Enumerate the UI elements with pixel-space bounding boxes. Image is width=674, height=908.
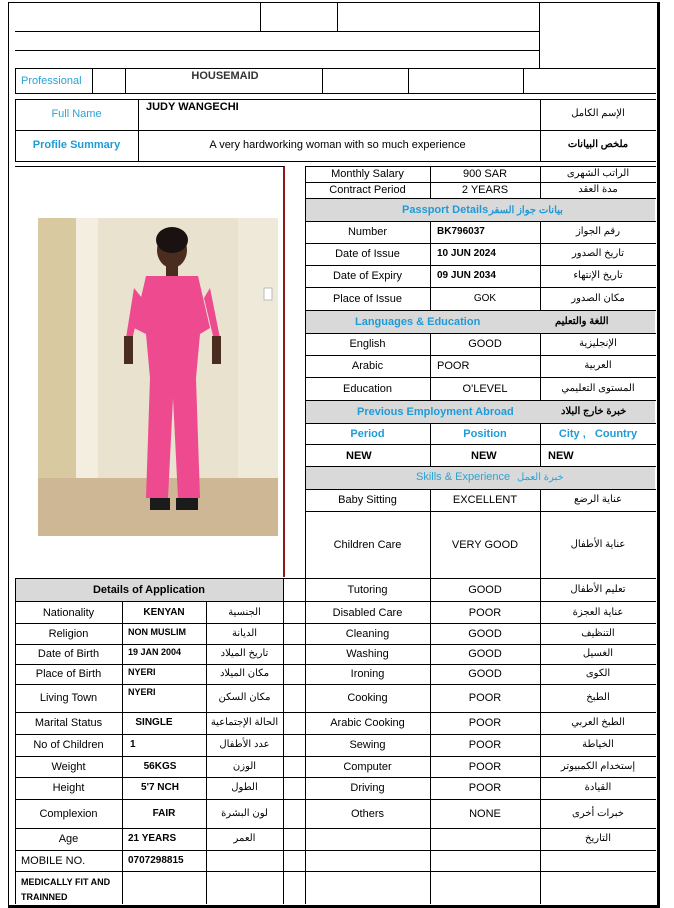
- skill-label: Disabled Care: [332, 607, 403, 619]
- app-label-ar: الحالة الإجتماعية: [210, 717, 279, 728]
- passport-title-ar: بيانات جواز السفر: [489, 205, 563, 216]
- skill-value: GOOD: [468, 668, 502, 680]
- app-value: NYERI: [128, 667, 156, 677]
- education-label-ar: المستوى التعليمي: [561, 383, 635, 394]
- monthly-salary-value: 900 SAR: [462, 168, 508, 180]
- skill-value: EXCELLENT: [452, 494, 518, 506]
- skill-value: POOR: [468, 761, 502, 773]
- skill-value: POOR: [468, 607, 502, 619]
- education-value: O'LEVEL: [462, 383, 508, 395]
- app-label-ar: الطول: [231, 782, 258, 793]
- skill-value: GOOD: [468, 628, 502, 640]
- period-header: Period: [350, 428, 385, 440]
- issue-date-label: Date of Issue: [335, 248, 400, 260]
- passport-number-value: BK796037: [437, 226, 485, 237]
- place-of-issue-label: Place of Issue: [332, 293, 403, 305]
- skill-value: POOR: [468, 692, 502, 704]
- employment-title-ar: خبرة خارج البلاد: [561, 406, 627, 417]
- app-label: Living Town: [39, 692, 98, 704]
- passport-number-label: Number: [347, 226, 388, 238]
- position-value: NEW: [471, 450, 497, 462]
- app-label-ar: الوزن: [232, 761, 257, 772]
- full-name-label: Full Name: [51, 108, 102, 120]
- app-value: 19 JAN 2004: [128, 647, 182, 657]
- skill-label: Sewing: [349, 739, 386, 751]
- professional-label: Professional: [21, 75, 82, 87]
- skill-label-ar: الطبخ: [586, 692, 610, 703]
- skill-label-ar: عناية الأطفال: [570, 539, 626, 550]
- contract-period-label-ar: مدة العقد: [578, 184, 618, 195]
- position-header: Position: [463, 428, 507, 440]
- skill-value: NONE: [469, 808, 501, 820]
- skill-label-ar: الخياطة: [582, 739, 614, 750]
- app-label: No of Children: [33, 739, 104, 751]
- application-title: Details of Application: [92, 584, 206, 596]
- mobile-label: MOBILE NO.: [21, 855, 86, 867]
- app-label-ar: الديانة: [231, 628, 258, 639]
- skill-label-ar: عناية العجزة: [572, 607, 624, 618]
- contract-period-label: Contract Period: [329, 184, 406, 196]
- skill-label: Cleaning: [345, 628, 390, 640]
- app-label-ar: مكان الميلاد: [219, 668, 270, 679]
- app-value: 5'7 NCH: [141, 782, 179, 793]
- app-label-ar: تاريخ الميلاد: [220, 648, 269, 659]
- app-label: Age: [58, 833, 79, 845]
- skill-label: Baby Sitting: [338, 494, 397, 506]
- app-value: 56KGS: [143, 761, 177, 772]
- languages-title-ar: اللغة والتعليم: [555, 316, 609, 327]
- app-label: Nationality: [42, 607, 95, 619]
- expiry-date-value: 09 JUN 2034: [437, 270, 496, 281]
- arabic-label: Arabic: [351, 360, 384, 372]
- app-label-ar: عدد الأطفال: [219, 739, 270, 750]
- period-value: NEW: [346, 450, 372, 462]
- app-label: Weight: [51, 761, 86, 773]
- app-label: Marital Status: [34, 717, 103, 729]
- arabic-label-ar: العربية: [584, 360, 612, 371]
- app-value: 1: [130, 739, 136, 750]
- monthly-salary-label-ar: الراتب الشهرى: [566, 168, 630, 179]
- skill-label-ar: القيادة: [584, 782, 612, 793]
- skill-label: Driving: [350, 782, 385, 794]
- skill-value: POOR: [468, 717, 502, 729]
- languages-title: Languages & Education: [355, 316, 481, 328]
- skills-title-ar: خبرة العمل: [517, 472, 564, 483]
- app-value: NON MUSLIM: [128, 627, 186, 637]
- skill-label-ar: الغسيل: [582, 648, 614, 659]
- city-country-value: NEW: [548, 450, 574, 462]
- app-label: Complexion: [39, 808, 98, 820]
- app-value: SINGLE: [135, 717, 173, 728]
- skill-label-ar: عناية الرضع: [573, 494, 623, 505]
- city-country-header: City , Country: [558, 428, 638, 440]
- app-value: FAIR: [152, 808, 176, 819]
- passport-title: Passport Details: [402, 204, 489, 216]
- skill-value: POOR: [468, 782, 502, 794]
- profile-summary-label-ar: ملخص البيانات: [567, 139, 629, 150]
- skill-label-ar: إستخدام الكمبيوتر: [560, 761, 636, 772]
- full-name-value: JUDY WANGECHI: [146, 101, 239, 113]
- app-label-ar: مكان السكن: [218, 692, 271, 703]
- education-label: Education: [343, 383, 392, 395]
- app-label: Place of Birth: [35, 668, 102, 680]
- skill-label-ar: تعليم الأطفال: [570, 584, 626, 595]
- profile-summary-label: Profile Summary: [32, 139, 121, 151]
- skill-label: Arabic Cooking: [330, 717, 405, 729]
- english-label: English: [349, 338, 386, 350]
- date-label-ar: التاريخ: [585, 833, 611, 844]
- app-label-ar: لون البشرة: [221, 808, 268, 819]
- skill-label: Ironing: [350, 668, 385, 680]
- passport-number-label-ar: رقم الجواز: [575, 226, 621, 237]
- expiry-date-label-ar: تاريخ الإنتهاء: [573, 270, 623, 281]
- mobile-value: 0707298815: [128, 855, 184, 866]
- monthly-salary-label: Monthly Salary: [331, 168, 404, 180]
- app-label: Height: [52, 782, 85, 794]
- app-label-ar: العمر: [233, 833, 256, 844]
- place-of-issue-value: GOK: [473, 293, 497, 304]
- skill-label: Children Care: [333, 539, 402, 551]
- skill-label: Computer: [343, 761, 392, 773]
- skill-value: GOOD: [468, 648, 502, 660]
- job-title: HOUSEMAID: [191, 70, 259, 82]
- skill-label: Tutoring: [347, 584, 388, 596]
- place-of-issue-label-ar: مكان الصدور: [571, 293, 625, 304]
- issue-date-value: 10 JUN 2024: [437, 248, 496, 259]
- expiry-date-label: Date of Expiry: [332, 270, 403, 282]
- full-name-label-ar: الإسم الكامل: [571, 108, 625, 119]
- employment-title: Previous Employment Abroad: [357, 406, 514, 418]
- skill-value: GOOD: [468, 584, 502, 596]
- skill-value: POOR: [468, 739, 502, 751]
- issue-date-label-ar: تاريخ الصدور: [571, 248, 625, 259]
- arabic-value: POOR: [437, 360, 470, 372]
- skill-label-ar: خبرات أخرى: [572, 808, 624, 819]
- candidate-photo: [38, 218, 278, 536]
- profile-summary-value: A very hardworking woman with so much experience: [209, 139, 466, 151]
- app-value: NYERI: [128, 687, 156, 697]
- app-value: 21 YEARS: [128, 833, 177, 844]
- skill-label: Others: [350, 808, 384, 820]
- app-label: Religion: [48, 628, 89, 640]
- skill-value: VERY GOOD: [451, 539, 519, 551]
- contract-period-value: 2 YEARS: [461, 184, 509, 196]
- skill-label: Cooking: [347, 692, 388, 704]
- english-label-ar: الإنجليزية: [579, 338, 617, 349]
- skills-title: Skills & Experience: [416, 471, 511, 483]
- english-value: GOOD: [468, 338, 502, 350]
- app-value: KENYAN: [143, 607, 185, 618]
- skill-label-ar: الكوى: [585, 668, 611, 679]
- skill-label-ar: التنظيف: [581, 628, 615, 639]
- medical-status: MEDICALLY FIT AND TRAINNED: [21, 877, 111, 902]
- app-label-ar: الجنسية: [228, 607, 261, 618]
- skill-label: Washing: [346, 648, 389, 660]
- skill-label-ar: الطبخ العربي: [571, 717, 625, 728]
- app-label: Date of Birth: [37, 648, 100, 660]
